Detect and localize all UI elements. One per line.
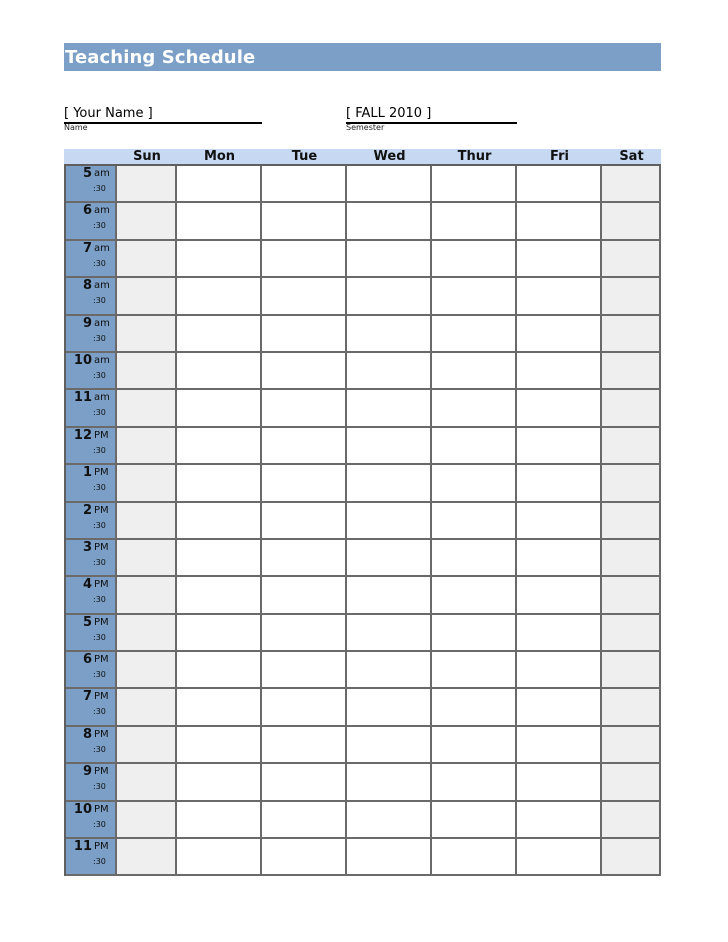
schedule-cell-mon[interactable] <box>177 166 262 203</box>
hour-label: 6 <box>82 652 92 668</box>
half-hour-label: :30 <box>93 221 106 231</box>
schedule-cell-fri[interactable] <box>517 540 602 577</box>
hour-label: 9 <box>82 764 92 780</box>
hour-label: 5 <box>82 614 92 630</box>
hour-label: 9 <box>82 315 92 331</box>
schedule-cell-sat[interactable] <box>602 764 661 801</box>
schedule-cell-thur[interactable] <box>432 503 517 540</box>
schedule-cell-tue[interactable] <box>262 278 347 315</box>
half-hour-label: :30 <box>93 184 106 193</box>
header-corner <box>64 149 117 164</box>
schedule-cell-wed[interactable] <box>347 727 432 764</box>
period-label: PM <box>94 504 109 516</box>
schedule-cell-wed[interactable] <box>347 615 432 652</box>
schedule-cell-fri[interactable] <box>517 241 602 278</box>
period-label: am <box>94 354 110 366</box>
period-label: am <box>94 392 110 404</box>
time-row <box>66 278 661 315</box>
hour-label: 4 <box>82 577 92 593</box>
period-label: am <box>94 317 110 329</box>
half-hour-label: :30 <box>93 782 106 792</box>
half-hour-label: :30 <box>93 408 106 418</box>
schedule-cell-sun[interactable] <box>117 390 177 427</box>
schedule-grid <box>64 164 661 876</box>
schedule-cell-wed[interactable] <box>347 839 432 876</box>
schedule-cell-sun[interactable] <box>117 652 177 689</box>
time-label-cell <box>66 727 117 764</box>
time-row <box>66 203 661 240</box>
schedule-cell-sun[interactable] <box>117 727 177 764</box>
time-label-cell <box>66 353 117 390</box>
time-row <box>66 241 661 278</box>
schedule-cell-fri[interactable] <box>517 802 602 839</box>
schedule-cell-mon[interactable] <box>177 428 262 465</box>
half-hour-label: :30 <box>93 445 106 455</box>
period-label: PM <box>94 728 109 740</box>
period-label: PM <box>94 616 109 628</box>
schedule-cell-tue[interactable] <box>262 241 347 278</box>
schedule-cell-mon[interactable] <box>177 577 262 614</box>
time-row <box>66 577 661 614</box>
schedule-cell-tue[interactable] <box>262 652 347 689</box>
schedule-cell-sat[interactable] <box>602 316 661 353</box>
schedule-cell-wed[interactable] <box>347 764 432 801</box>
schedule-cell-mon[interactable] <box>177 689 262 726</box>
half-hour-label: :30 <box>93 483 106 493</box>
schedule-cell-thur[interactable] <box>432 577 517 614</box>
schedule-cell-fri[interactable] <box>517 316 602 353</box>
schedule-cell-thur[interactable] <box>432 764 517 801</box>
schedule-cell-sat[interactable] <box>602 652 661 689</box>
hour-label: 2 <box>82 502 92 518</box>
schedule-cell-fri[interactable] <box>517 652 602 689</box>
schedule-cell-thur[interactable] <box>432 390 517 427</box>
time-label-cell <box>66 278 117 315</box>
schedule-cell-wed[interactable] <box>347 465 432 502</box>
schedule-cell-fri[interactable] <box>517 390 602 427</box>
schedule-cell-tue[interactable] <box>262 428 347 465</box>
hour-label: 1 <box>82 465 92 481</box>
schedule-cell-wed[interactable] <box>347 802 432 839</box>
schedule-cell-sun[interactable] <box>117 802 177 839</box>
time-label-cell <box>66 428 117 465</box>
day-header-row <box>64 149 661 164</box>
time-row <box>66 353 661 390</box>
day-header-sun: Sun <box>133 149 161 164</box>
schedule-cell-fri[interactable] <box>517 503 602 540</box>
schedule-cell-fri[interactable] <box>517 278 602 315</box>
time-label-cell <box>66 503 117 540</box>
schedule-cell-sun[interactable] <box>117 689 177 726</box>
time-label-cell <box>66 540 117 577</box>
time-label-cell <box>66 166 117 203</box>
schedule-cell-tue[interactable] <box>262 166 347 203</box>
schedule-cell-wed[interactable] <box>347 353 432 390</box>
time-row <box>66 727 661 764</box>
schedule-cell-sat[interactable] <box>602 802 661 839</box>
schedule-cell-tue[interactable] <box>262 577 347 614</box>
period-label: am <box>94 242 110 254</box>
hour-label: 11 <box>73 839 92 855</box>
schedule-cell-thur[interactable] <box>432 540 517 577</box>
schedule-cell-sat[interactable] <box>602 428 661 465</box>
schedule-cell-sun[interactable] <box>117 166 177 203</box>
period-label: PM <box>94 429 109 441</box>
time-label-cell <box>66 652 117 689</box>
schedule-cell-thur[interactable] <box>432 203 517 240</box>
schedule-cell-wed[interactable] <box>347 577 432 614</box>
schedule-cell-thur[interactable] <box>432 802 517 839</box>
day-header-wed: Wed <box>373 149 406 164</box>
schedule-cell-mon[interactable] <box>177 727 262 764</box>
schedule-cell-sat[interactable] <box>602 353 661 390</box>
schedule-cell-sat[interactable] <box>602 577 661 614</box>
half-hour-label: :30 <box>93 370 106 380</box>
time-row <box>66 802 661 839</box>
schedule-cell-sun[interactable] <box>117 316 177 353</box>
time-row <box>66 615 661 652</box>
day-header-thur: Thur <box>457 149 492 164</box>
schedule-cell-mon[interactable] <box>177 278 262 315</box>
time-row <box>66 652 661 689</box>
day-header-fri: Fri <box>550 149 569 164</box>
schedule-cell-fri[interactable] <box>517 615 602 652</box>
schedule-table <box>64 149 661 876</box>
semester-label: Semester <box>346 123 385 132</box>
hour-label: 8 <box>82 726 92 742</box>
time-row <box>66 540 661 577</box>
schedule-cell-thur[interactable] <box>432 278 517 315</box>
time-row <box>66 689 661 726</box>
name-label: Name <box>64 123 88 132</box>
time-label-cell <box>66 839 117 876</box>
half-hour-label: :30 <box>93 632 106 642</box>
schedule-cell-sat[interactable] <box>602 727 661 764</box>
time-label-cell <box>66 465 117 502</box>
schedule-cell-thur[interactable] <box>432 727 517 764</box>
schedule-cell-wed[interactable] <box>347 316 432 353</box>
half-hour-label: :30 <box>93 333 106 343</box>
schedule-cell-fri[interactable] <box>517 203 602 240</box>
time-row <box>66 465 661 502</box>
semester-value: [ FALL 2010 ] <box>346 106 432 121</box>
day-header-sat: Sat <box>619 149 644 164</box>
period-label: PM <box>94 579 109 591</box>
schedule-cell-mon[interactable] <box>177 802 262 839</box>
schedule-cell-sat[interactable] <box>602 689 661 726</box>
schedule-cell-thur[interactable] <box>432 316 517 353</box>
period-label: am <box>94 168 110 179</box>
schedule-cell-sat[interactable] <box>602 839 661 876</box>
period-label: PM <box>94 541 109 553</box>
schedule-cell-wed[interactable] <box>347 166 432 203</box>
schedule-cell-sat[interactable] <box>602 540 661 577</box>
time-row <box>66 166 661 203</box>
time-row <box>66 503 661 540</box>
half-hour-label: :30 <box>93 819 106 829</box>
half-hour-label: :30 <box>93 557 106 567</box>
schedule-cell-sun[interactable] <box>117 203 177 240</box>
hour-label: 7 <box>82 240 92 256</box>
schedule-cell-wed[interactable] <box>347 203 432 240</box>
hour-label: 5 <box>82 166 92 181</box>
schedule-cell-tue[interactable] <box>262 353 347 390</box>
schedule-cell-tue[interactable] <box>262 839 347 876</box>
schedule-cell-fri[interactable] <box>517 839 602 876</box>
time-label-cell <box>66 764 117 801</box>
name-field[interactable] <box>64 102 262 124</box>
time-row <box>66 839 661 876</box>
half-hour-label: :30 <box>93 707 106 717</box>
schedule-cell-tue[interactable] <box>262 316 347 353</box>
schedule-cell-tue[interactable] <box>262 465 347 502</box>
schedule-cell-fri[interactable] <box>517 577 602 614</box>
name-value: [ Your Name ] <box>64 106 153 121</box>
time-row <box>66 764 661 801</box>
time-label-cell <box>66 316 117 353</box>
time-label-cell <box>66 390 117 427</box>
schedule-cell-mon[interactable] <box>177 316 262 353</box>
schedule-cell-sun[interactable] <box>117 428 177 465</box>
schedule-cell-thur[interactable] <box>432 353 517 390</box>
schedule-cell-thur[interactable] <box>432 241 517 278</box>
schedule-cell-mon[interactable] <box>177 465 262 502</box>
schedule-cell-fri[interactable] <box>517 764 602 801</box>
schedule-cell-sat[interactable] <box>602 278 661 315</box>
hour-label: 10 <box>73 801 92 817</box>
schedule-cell-sat[interactable] <box>602 615 661 652</box>
schedule-cell-fri[interactable] <box>517 166 602 203</box>
schedule-cell-sat[interactable] <box>602 503 661 540</box>
half-hour-label: :30 <box>93 670 106 680</box>
schedule-cell-tue[interactable] <box>262 689 347 726</box>
time-row <box>66 316 661 353</box>
schedule-cell-sat[interactable] <box>602 203 661 240</box>
schedule-cell-tue[interactable] <box>262 203 347 240</box>
time-label-cell <box>66 203 117 240</box>
half-hour-label: :30 <box>93 520 106 530</box>
half-hour-label: :30 <box>93 258 106 268</box>
schedule-cell-mon[interactable] <box>177 615 262 652</box>
schedule-cell-sun[interactable] <box>117 503 177 540</box>
period-label: PM <box>94 766 109 778</box>
schedule-cell-thur[interactable] <box>432 428 517 465</box>
hour-label: 11 <box>73 390 92 406</box>
schedule-cell-mon[interactable] <box>177 764 262 801</box>
time-label-cell <box>66 615 117 652</box>
schedule-cell-fri[interactable] <box>517 689 602 726</box>
schedule-cell-sun[interactable] <box>117 278 177 315</box>
schedule-cell-tue[interactable] <box>262 764 347 801</box>
schedule-cell-fri[interactable] <box>517 428 602 465</box>
half-hour-label: :30 <box>93 595 106 605</box>
half-hour-label: :30 <box>93 296 106 306</box>
schedule-cell-wed[interactable] <box>347 390 432 427</box>
schedule-cell-mon[interactable] <box>177 203 262 240</box>
half-hour-label: :30 <box>93 744 106 754</box>
page-title: Teaching Schedule <box>65 46 256 68</box>
schedule-cell-mon[interactable] <box>177 540 262 577</box>
period-label: PM <box>94 691 109 703</box>
schedule-cell-sat[interactable] <box>602 390 661 427</box>
schedule-cell-tue[interactable] <box>262 390 347 427</box>
schedule-cell-wed[interactable] <box>347 278 432 315</box>
schedule-cell-sun[interactable] <box>117 353 177 390</box>
schedule-cell-tue[interactable] <box>262 540 347 577</box>
schedule-cell-sat[interactable] <box>602 465 661 502</box>
schedule-cell-mon[interactable] <box>177 839 262 876</box>
schedule-cell-sun[interactable] <box>117 615 177 652</box>
hour-label: 12 <box>73 427 92 443</box>
day-header-tue: Tue <box>291 149 318 164</box>
schedule-cell-wed[interactable] <box>347 241 432 278</box>
schedule-cell-mon[interactable] <box>177 241 262 278</box>
period-label: am <box>94 205 110 217</box>
schedule-cell-sat[interactable] <box>602 241 661 278</box>
schedule-cell-thur[interactable] <box>432 839 517 876</box>
time-row <box>66 428 661 465</box>
schedule-cell-tue[interactable] <box>262 503 347 540</box>
schedule-cell-mon[interactable] <box>177 503 262 540</box>
schedule-cell-mon[interactable] <box>177 353 262 390</box>
schedule-cell-sun[interactable] <box>117 577 177 614</box>
schedule-cell-wed[interactable] <box>347 428 432 465</box>
schedule-cell-wed[interactable] <box>347 540 432 577</box>
semester-field[interactable] <box>346 102 517 124</box>
schedule-cell-sun[interactable] <box>117 465 177 502</box>
period-label: PM <box>94 803 109 815</box>
schedule-cell-thur[interactable] <box>432 615 517 652</box>
schedule-cell-thur[interactable] <box>432 166 517 203</box>
day-header-mon: Mon <box>203 149 236 164</box>
schedule-cell-wed[interactable] <box>347 689 432 726</box>
period-label: PM <box>94 654 109 666</box>
schedule-cell-sun[interactable] <box>117 839 177 876</box>
schedule-cell-thur[interactable] <box>432 689 517 726</box>
hour-label: 7 <box>82 689 92 705</box>
period-label: PM <box>94 467 109 479</box>
schedule-cell-mon[interactable] <box>177 652 262 689</box>
schedule-cell-thur[interactable] <box>432 652 517 689</box>
schedule-cell-tue[interactable] <box>262 802 347 839</box>
schedule-cell-wed[interactable] <box>347 503 432 540</box>
schedule-cell-fri[interactable] <box>517 727 602 764</box>
hour-label: 3 <box>82 539 92 555</box>
schedule-cell-tue[interactable] <box>262 615 347 652</box>
time-label-cell <box>66 689 117 726</box>
period-label: PM <box>94 841 109 853</box>
schedule-cell-mon[interactable] <box>177 390 262 427</box>
time-label-cell <box>66 577 117 614</box>
time-label-cell <box>66 802 117 839</box>
hour-label: 10 <box>73 352 92 368</box>
schedule-cell-fri[interactable] <box>517 465 602 502</box>
schedule-cell-sun[interactable] <box>117 540 177 577</box>
half-hour-label: :30 <box>93 857 106 867</box>
schedule-cell-sun[interactable] <box>117 241 177 278</box>
period-label: am <box>94 280 110 292</box>
title-bar <box>64 43 661 71</box>
time-row <box>66 390 661 427</box>
schedule-cell-sat[interactable] <box>602 166 661 203</box>
schedule-cell-tue[interactable] <box>262 727 347 764</box>
hour-label: 8 <box>82 278 92 294</box>
time-label-cell <box>66 241 117 278</box>
schedule-cell-fri[interactable] <box>517 353 602 390</box>
schedule-cell-wed[interactable] <box>347 652 432 689</box>
schedule-cell-thur[interactable] <box>432 465 517 502</box>
hour-label: 6 <box>82 203 92 219</box>
schedule-cell-sun[interactable] <box>117 764 177 801</box>
